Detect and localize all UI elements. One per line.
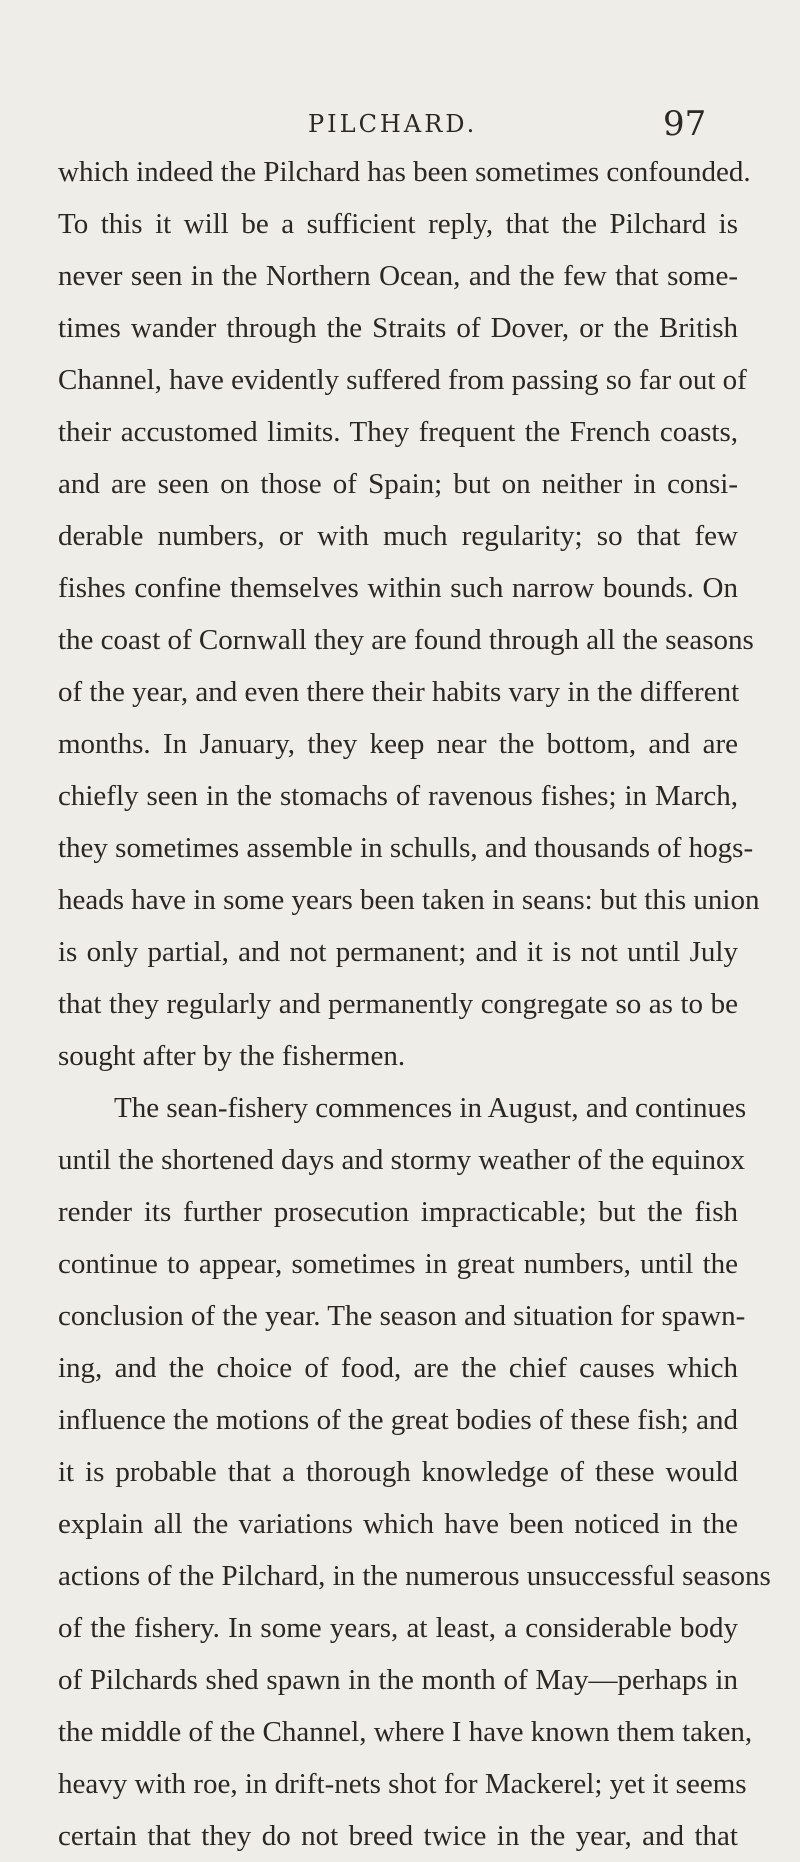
text-line: fishes confine themselves within such narrow bounds. On xyxy=(58,572,738,604)
text-line: times wander through the Straits of Dover, or the British xyxy=(58,312,738,344)
text-line: heads have in some years been taken in seans: but this union xyxy=(58,884,760,916)
text-line: it is probable that a thorough knowledge of these would xyxy=(58,1456,738,1488)
text-line: actions of the Pilchard, in the numerous unsuccessful seasons xyxy=(58,1560,771,1592)
text-line: the middle of the Channel, where I have known them taken, xyxy=(58,1716,753,1748)
text-line: chiefly seen in the stomachs of ravenous fishes; in March, xyxy=(58,780,738,812)
text-line: is only partial, and not permanent; and it is not until July xyxy=(58,936,738,968)
text-line: heavy with roe, in drift-nets shot for Mackerel; yet it seems xyxy=(58,1768,747,1800)
text-line: they sometimes assemble in schulls, and thousands of hogs- xyxy=(58,832,754,864)
text-line: the coast of Cornwall they are found through all the seasons xyxy=(58,624,754,656)
text-line: until the shortened days and stormy weather of the equinox xyxy=(58,1144,745,1176)
text-line: conclusion of the year. The season and situation for spawn- xyxy=(58,1300,746,1332)
text-line: of the fishery. In some years, at least, a considerable body xyxy=(58,1612,738,1644)
paragraph-end-line: sought after by the fishermen. xyxy=(58,1040,406,1072)
text-line: their accustomed limits. They frequent the French coasts, xyxy=(58,416,738,448)
text-line: and are seen on those of Spain; but on neither in consi- xyxy=(58,468,738,500)
text-line: influence the motions of the great bodies of these fish; and xyxy=(58,1404,738,1436)
text-line: continue to appear, sometimes in great numbers, until the xyxy=(58,1248,738,1280)
text-line: explain all the variations which have been noticed in the xyxy=(58,1508,738,1540)
running-head xyxy=(0,104,800,144)
body-text xyxy=(58,146,771,1862)
text-line: never seen in the Northern Ocean, and the few that some- xyxy=(58,260,738,292)
text-line: To this it will be a sufficient reply, that the Pilchard is xyxy=(58,208,738,240)
text-line: that they regularly and permanently congregate so as to be xyxy=(58,988,738,1020)
text-line: months. In January, they keep near the bottom, and are xyxy=(58,728,738,760)
text-line: ing, and the choice of food, are the chief causes which xyxy=(58,1352,738,1384)
text-line: Channel, have evidently suffered from passing so far out of xyxy=(58,364,747,396)
text-line: which indeed the Pilchard has been sometimes confounded. xyxy=(58,156,751,188)
paragraph-start-line: The sean-fishery commences in August, and continues xyxy=(114,1092,747,1124)
text-line: render its further prosecution impracticable; but the fish xyxy=(58,1196,738,1228)
text-line: certain that they do not breed twice in the year, and that xyxy=(58,1820,738,1852)
text-line: of the year, and even there their habits vary in the different xyxy=(58,676,740,708)
text-line: derable numbers, or with much regularity; so that few xyxy=(58,520,738,552)
running-title: PILCHARD. xyxy=(308,110,478,138)
page-number: 97 xyxy=(663,104,707,144)
text-line: of Pilchards shed spawn in the month of May—perhaps in xyxy=(58,1664,738,1696)
